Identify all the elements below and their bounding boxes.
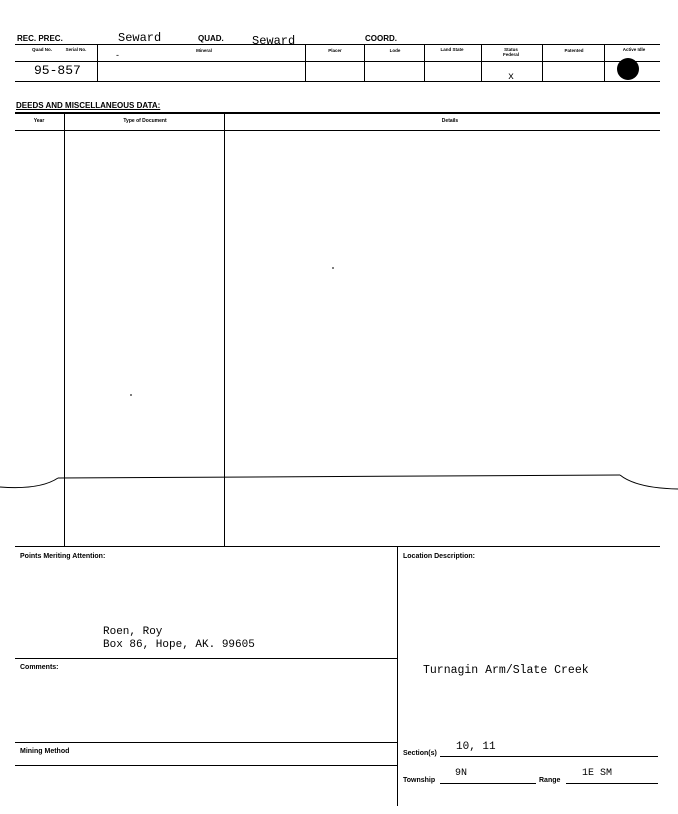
location-value: Turnagin Arm/Slate Creek: [423, 664, 589, 677]
patented-label: Patented: [564, 48, 584, 53]
header-bottom-rule: [15, 81, 660, 82]
range-value: 1E SM: [582, 768, 613, 779]
fold-line: [0, 470, 678, 494]
land-state-label: Land State: [440, 47, 464, 52]
deeds-top-rule: [15, 112, 660, 114]
status-federal-label: Status Federal: [502, 47, 519, 57]
deeds-title: DEEDS AND MISCELLANEOUS DATA:: [16, 101, 161, 110]
mining-rule: [15, 742, 397, 743]
rec-prec-value: Seward: [118, 31, 162, 45]
serial-no-label: Serial No.: [65, 47, 87, 52]
coord-label: COORD.: [365, 34, 397, 43]
section-label: Section(s): [403, 750, 437, 757]
comments-label: Comments:: [20, 664, 59, 671]
header-mid-rule: [15, 61, 660, 62]
mineral-label: Mineral: [196, 48, 212, 53]
points-line2: Box 86, Hope, AK. 99605: [103, 639, 255, 651]
range-label: Range: [539, 777, 561, 784]
township-label: Township: [403, 777, 436, 784]
location-label: Location Description:: [403, 553, 475, 560]
col-details: Details: [441, 118, 459, 124]
rec-prec-label: REC. PREC.: [17, 34, 63, 43]
quad-label: QUAD.: [198, 34, 224, 43]
active-status-dot: [617, 58, 639, 80]
lower-divider: [397, 546, 398, 806]
comments-rule: [15, 658, 397, 659]
active-idle-label: Active Idle: [622, 47, 646, 52]
mining-label: Mining Method: [20, 748, 70, 755]
header-top-rule: [15, 44, 660, 45]
township-value: 9N: [455, 768, 468, 779]
section-line: [440, 756, 658, 757]
header-divider: [424, 44, 425, 81]
speck: [130, 394, 132, 396]
header-divider: [604, 44, 605, 81]
header-divider: [97, 44, 98, 81]
col-type: Type of Document: [123, 118, 167, 124]
header-divider: [305, 44, 306, 81]
range-line: [566, 783, 658, 784]
header-divider: [542, 44, 543, 81]
federal-mark: x: [508, 72, 515, 83]
header-divider: [481, 44, 482, 81]
col-year: Year: [33, 118, 45, 124]
section-value: 10, 11: [456, 741, 496, 753]
mineral-value: -: [116, 50, 119, 60]
quad-no-value: 95-857: [34, 63, 81, 78]
township-line: [440, 783, 536, 784]
points-line1: Roen, Roy: [103, 626, 163, 638]
header-divider: [364, 44, 365, 81]
points-label: Points Meriting Attention:: [20, 553, 106, 560]
placer-label: Placer: [328, 48, 342, 53]
speck: [332, 267, 334, 269]
deeds-header-rule: [15, 130, 660, 131]
quad-no-label: Quad No.: [32, 47, 52, 52]
lower-top-rule: [15, 546, 660, 547]
quad-value: Seward: [252, 34, 296, 48]
lode-label: Lode: [389, 48, 401, 53]
mining-bottom-rule: [15, 765, 397, 766]
